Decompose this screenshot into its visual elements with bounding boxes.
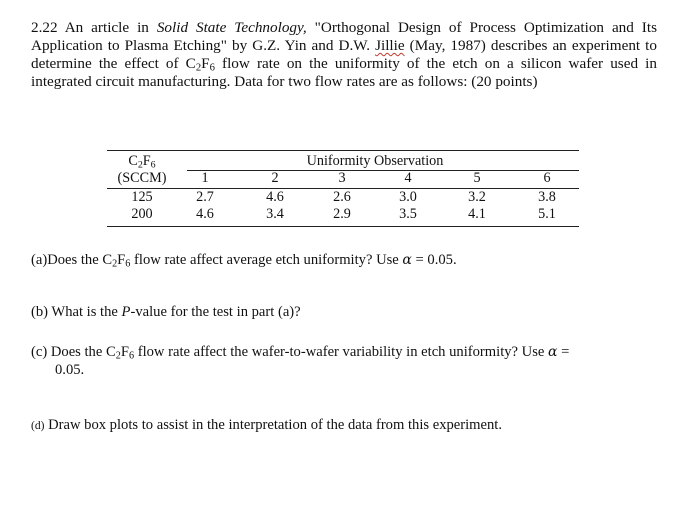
subscript: 6	[125, 258, 131, 270]
question-c-text-1: Does the C	[50, 344, 116, 360]
question-c	[31, 343, 651, 379]
question-a-text-2: flow rate affect average etch uniformity? Use	[130, 252, 403, 268]
gas-f: F	[117, 252, 126, 268]
value-cell: 3.8	[538, 189, 556, 205]
question-b-label: (b)	[31, 304, 49, 320]
question-c-label: (c)	[31, 344, 48, 360]
table-row	[107, 206, 579, 223]
factor-label-line2: (SCCM)	[117, 170, 167, 186]
question-c-line-1	[31, 343, 651, 361]
table-top-rule	[107, 150, 579, 151]
value-cell: 3.4	[266, 206, 284, 222]
question-c-line-2: 0.05.	[55, 362, 85, 378]
table-row	[107, 189, 579, 206]
value-cell: 3.0	[399, 189, 417, 205]
journal-name: Solid State Technology,	[156, 19, 307, 36]
intro-rest: (May, 1987) describes an experiment to determine the effect of C	[31, 37, 657, 72]
group-header: Uniformity Observation	[306, 153, 444, 169]
problem-statement	[31, 19, 657, 91]
gas-f: F	[201, 55, 210, 72]
alpha-symbol: α	[402, 252, 412, 268]
value-cell: 3.2	[468, 189, 486, 205]
p-symbol: P	[121, 304, 131, 320]
intro-title-authors: "Orthogonal Design of Process Optimization and Its Application to Plasma Etching" by G.Z. Yin and D.W.	[31, 19, 657, 54]
question-a	[31, 251, 457, 269]
obs-header-6: 6	[543, 170, 551, 186]
question-b	[31, 303, 301, 321]
gas-subscript-1: 2	[195, 62, 202, 74]
value-cell: 3.5	[399, 206, 417, 222]
alpha-symbol: α	[548, 344, 558, 360]
question-d	[31, 416, 502, 435]
gas-f: F	[120, 344, 129, 360]
value-cell: 2.9	[333, 206, 351, 222]
obs-header-1: 1	[201, 170, 209, 186]
factor-label-line1: $C_2F_6$	[128, 153, 156, 171]
question-a-text-1: Does the C	[47, 252, 113, 268]
table-bottom-rule	[107, 226, 579, 227]
question-b-text-1: What is the	[51, 304, 122, 320]
table-header-row-2	[107, 170, 579, 187]
obs-header-5: 5	[473, 170, 481, 186]
value-cell: 4.6	[266, 189, 284, 205]
obs-header-4: 4	[404, 170, 412, 186]
question-a-label: (a)	[31, 252, 48, 268]
subscript: 2	[115, 350, 121, 362]
value-cell: 4.6	[196, 206, 214, 222]
question-c-text-3: =	[557, 344, 570, 360]
value-cell: 4.1	[468, 206, 486, 222]
obs-header-3: 3	[338, 170, 346, 186]
data-table	[107, 150, 579, 223]
question-d-label: (d)	[31, 420, 45, 432]
spellcheck-marked-author: Jillie	[375, 37, 405, 54]
value-cell: 2.7	[196, 189, 214, 205]
table-header-row-1	[107, 153, 579, 170]
subscript: 2	[112, 258, 118, 270]
problem-number: 2.22	[31, 19, 58, 36]
question-a-text-3: = 0.05.	[411, 252, 457, 268]
gas-subscript-2: 6	[209, 62, 215, 74]
flow-rate-cell: 200	[131, 206, 153, 222]
question-c-text-2: flow rate affect the wafer-to-wafer variability in etch uniformity? Use	[134, 344, 549, 360]
obs-header-2: 2	[271, 170, 279, 186]
intro-before-journal: An article in	[64, 19, 157, 36]
question-b-text-2: -value for the test in part (a)?	[130, 304, 301, 320]
value-cell: 2.6	[333, 189, 351, 205]
subscript: 6	[128, 350, 135, 362]
flow-rate-cell: 125	[131, 189, 153, 205]
question-d-text: Draw box plots to assist in the interpretation of the data from this experiment.	[48, 417, 503, 433]
intro-end: flow rate on the uniformity of the etch on a silicon wafer used in integrated circuit manufacturing. Data for two flow rates are as follows: (20 points)	[31, 55, 657, 90]
value-cell: 5.1	[538, 206, 556, 222]
